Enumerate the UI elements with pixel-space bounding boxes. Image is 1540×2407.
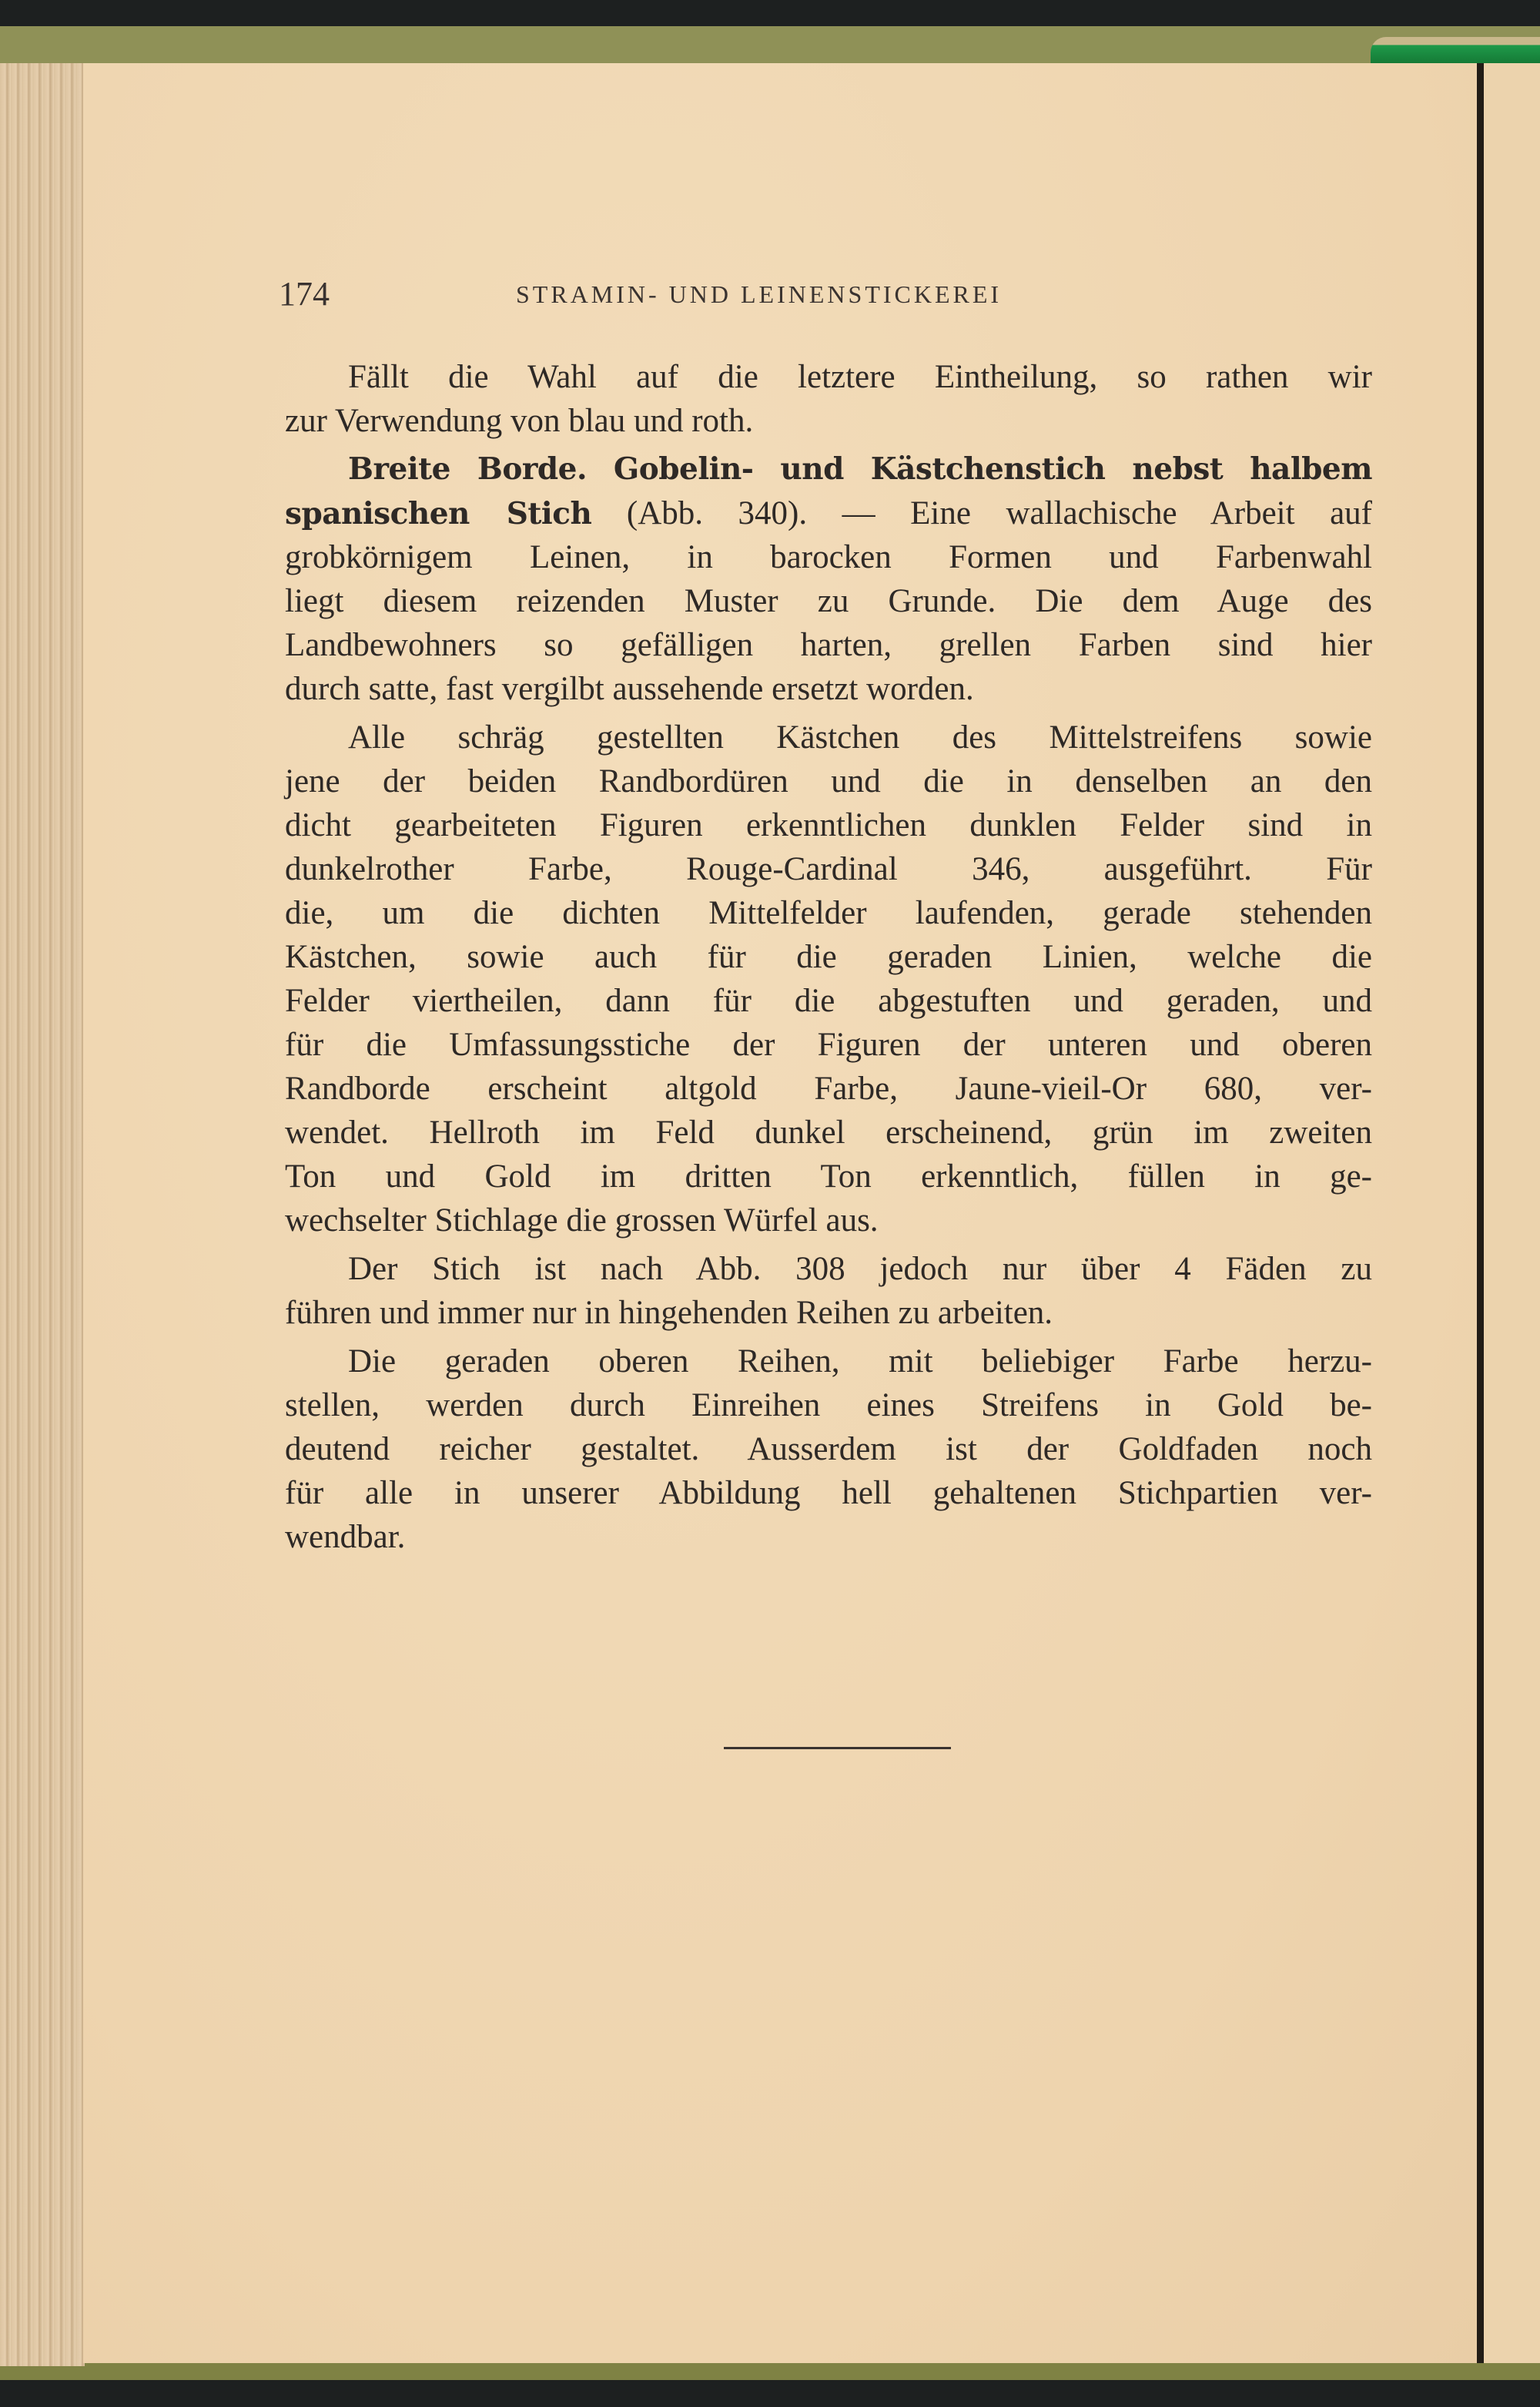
text-line: dicht gearbeiteten Figuren erkenntlichen dunklen Felder sind in [285, 807, 1372, 843]
text-line: wechselter Stichlage die grossen Würfel aus. [285, 1202, 879, 1239]
book-cover-top-edge [0, 26, 1540, 65]
section-heading: Breite Borde. Gobelin- und Kästchenstich nebst halbem [348, 451, 1372, 487]
paragraph [285, 716, 1372, 1242]
text-line: durch satte, fast vergilbt aussehende ersetzt worden. [285, 671, 974, 707]
paragraph [285, 355, 1372, 443]
text-line: Felder viertheilen, dann für die abgestuften und geraden, und [285, 983, 1372, 1019]
paragraph [285, 1247, 1372, 1335]
text-line: die, um die dichten Mittelfelder laufenden, gerade stehenden [285, 895, 1372, 931]
bookmark-ribbon [1371, 37, 1540, 63]
text-line: führen und immer nur in hingehenden Reihen zu arbeiten. [285, 1295, 1053, 1331]
running-title: STRAMIN- UND LEINENSTICKEREI [516, 280, 1003, 308]
text-line: Die geraden oberen Reihen, mit beliebiger Farbe herzu- [348, 1343, 1372, 1379]
text-line: Randborde erscheint altgold Farbe, Jaune-vieil-Or 680, ver- [285, 1071, 1372, 1107]
text-line: Der Stich ist nach Abb. 308 jedoch nur über 4 Fäden zu [348, 1251, 1372, 1287]
book-cover-bottom-edge [0, 2362, 1540, 2380]
text-line: für alle in unserer Abbildung hell gehaltenen Stichpartien ver- [285, 1475, 1372, 1511]
facing-page-edge [1484, 63, 1540, 2363]
text-line: Alle schräg gestellten Kästchen des Mittelstreifens sowie [348, 719, 1372, 756]
text-span: (Abb. 340). — Eine wallachische Arbeit auf [591, 495, 1372, 531]
text-line: liegt diesem reizenden Muster zu Grunde. Die dem Auge des [285, 583, 1372, 619]
text-line [285, 491, 1372, 535]
text-line: deutend reicher gestaltet. Ausserdem ist der Goldfaden noch [285, 1431, 1372, 1467]
text-line: wendet. Hellroth im Feld dunkel erscheinend, grün im zweiten [285, 1115, 1372, 1151]
page-header [279, 274, 1372, 320]
section-heading-cont: spanischen Stich [285, 496, 592, 531]
page-stack-edge [0, 63, 85, 2366]
page-number: 174 [279, 275, 330, 313]
text-line: Ton und Gold im dritten Ton erkenntlich, füllen in ge- [285, 1158, 1372, 1195]
body-text [285, 350, 1372, 1559]
paragraph [285, 448, 1372, 711]
text-line: Kästchen, sowie auch für die geraden Linien, welche die [285, 939, 1372, 975]
section-end-rule [724, 1747, 951, 1749]
page-gutter [1477, 63, 1484, 2363]
text-line: jene der beiden Randbordüren und die in denselben an den [285, 763, 1372, 800]
text-line: wendbar. [285, 1519, 406, 1555]
text-line: zur Verwendung von blau und roth. [285, 403, 754, 439]
text-line: grobkörnigem Leinen, in barocken Formen und Farbenwahl [285, 539, 1372, 575]
text-line: stellen, werden durch Einreihen eines Streifens in Gold be- [285, 1387, 1372, 1423]
text-line: für die Umfassungsstiche der Figuren der unteren und oberen [285, 1027, 1372, 1063]
text-line: dunkelrother Farbe, Rouge-Cardinal 346, ausgeführt. Für [285, 851, 1372, 887]
paragraph [285, 1339, 1372, 1559]
text-line: Landbewohners so gefälligen harten, grellen Farben sind hier [285, 627, 1372, 663]
text-line: Fällt die Wahl auf die letztere Eintheilung, so rathen wir [348, 359, 1372, 395]
